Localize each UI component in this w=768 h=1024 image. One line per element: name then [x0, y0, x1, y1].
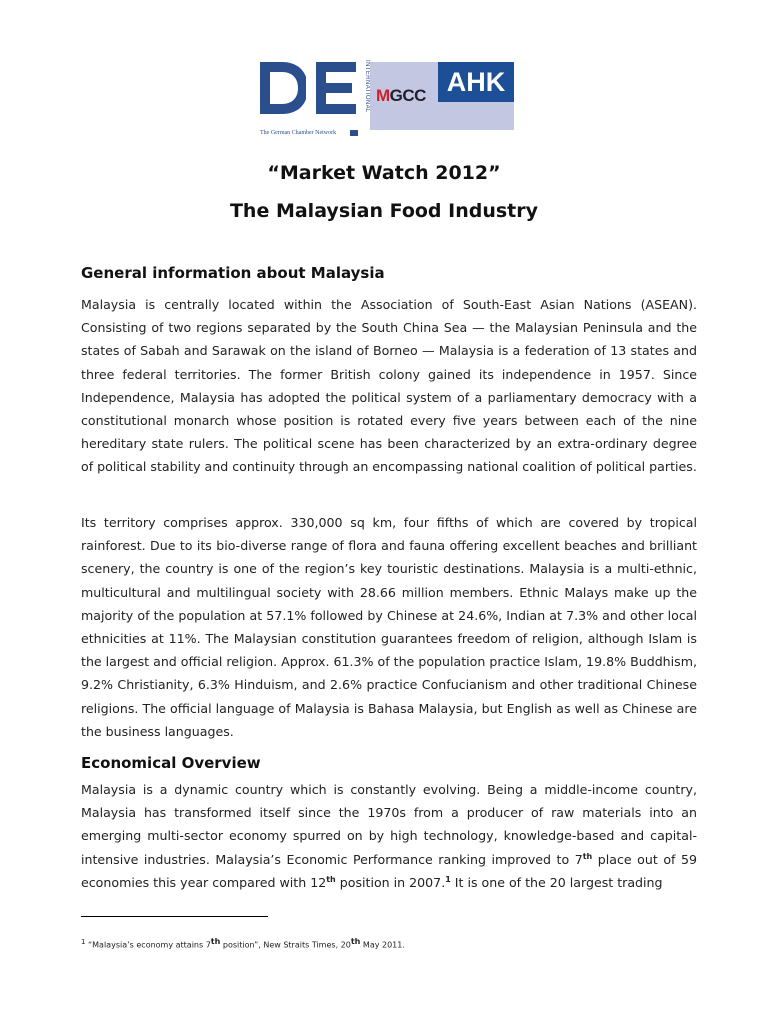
- paragraph-general-1: Malaysia is centrally located within the Association of South-East Asian Nations (ASEAN). Consisting of two regions separated by the South China Sea — the Malaysian Peninsula and the states of Sabah and Sarawak on the island of Borneo — Malaysia is a federation of 13 states and three federal territories. The former British colony gained its independence in 1957. Since Independence, Malaysia has adopted the political system of a parliamentary democracy with a constitutional monarch whose position is rotated every five years between each of the nine hereditary state rulers. The political scene has been characterized by an extra-ordinary degree of political stability and continuity through an encompassing national coalition of political parties.: [81, 297, 697, 475]
- document-title: “Market Watch 2012”: [267, 162, 501, 184]
- superscript-th-1: th: [582, 851, 593, 861]
- footnote-sup-1: th: [210, 937, 221, 946]
- de-network-text: The German Chamber Network: [260, 130, 337, 136]
- section-heading-economy: Economical Overview: [81, 754, 261, 772]
- economy-text-c: position in 2007.: [335, 874, 446, 890]
- economy-text-a: Malaysia is a dynamic country which is constantly evolving. Being a middle-income country, Malaysia has transformed itself since the 1970s from a producer of raw materials into an emerging multi-sector economy spurred on by high technology, knowledge-based and capital-intensive industries. Malaysia’s Economic Performance ranking improved to 7: [81, 782, 697, 867]
- footnote-text-c: May 2011.: [360, 940, 405, 950]
- economy-text-d: It is one of the 20 largest trading: [450, 874, 663, 890]
- de-international-logo: [256, 56, 368, 140]
- footnote-sup-2: th: [350, 937, 361, 946]
- section-heading-general: General information about Malaysia: [81, 264, 385, 282]
- de-subtitle: INTERNATIONAL: [364, 60, 370, 113]
- de-logo-icon: [256, 58, 360, 118]
- mgcc-ahk-logo: [370, 62, 514, 130]
- paragraph-economy-1: [81, 778, 697, 894]
- superscript-th-2: th: [326, 874, 336, 884]
- economy-text-b: place out of 59 economies this year compared with 12: [81, 851, 698, 890]
- footnote-text-b: position”, New Straits Times, 20: [220, 940, 351, 950]
- network-flag-icon: [350, 130, 358, 136]
- footnote-mark: 1: [81, 938, 86, 946]
- footnote: [81, 938, 405, 950]
- document-subtitle: The Malaysian Food Industry: [229, 200, 539, 222]
- footnote-divider: [81, 916, 268, 917]
- mgcc-text: MGCC: [376, 86, 426, 105]
- ahk-text: AHK: [438, 62, 514, 102]
- header-logos: [248, 50, 534, 142]
- paragraph-general-2: Its territory comprises approx. 330,000 sq km, four fifths of which are covered by tropical rainforest. Due to its bio-diverse range of flora and fauna offering excellent beaches and brilliant scenery, the country is one of the region’s key touristic destinations. Malaysia is a multi-ethnic, multicultural and multilingual society with 28.66 million members. Ethnic Malays make up the majority of the population at 57.1% followed by Chinese at 24.6%, Indian at 7.3% and other local ethnicities at 11%. The Malaysian constitution guarantees freedom of religion, although Islam is the largest and official religion. Approx. 61.3% of the population practice Islam, 19.8% Buddhism, 9.2% Christianity, 6.3% Hinduism, and 2.6% practice Confucianism and other traditional Chinese religions. The official language of Malaysia is Bahasa Malaysia, but English as well as Chinese are the business languages.: [81, 515, 697, 739]
- footnote-text-a: “Malaysia’s economy attains 7: [85, 940, 211, 950]
- footnote-reference[interactable]: 1: [445, 874, 451, 884]
